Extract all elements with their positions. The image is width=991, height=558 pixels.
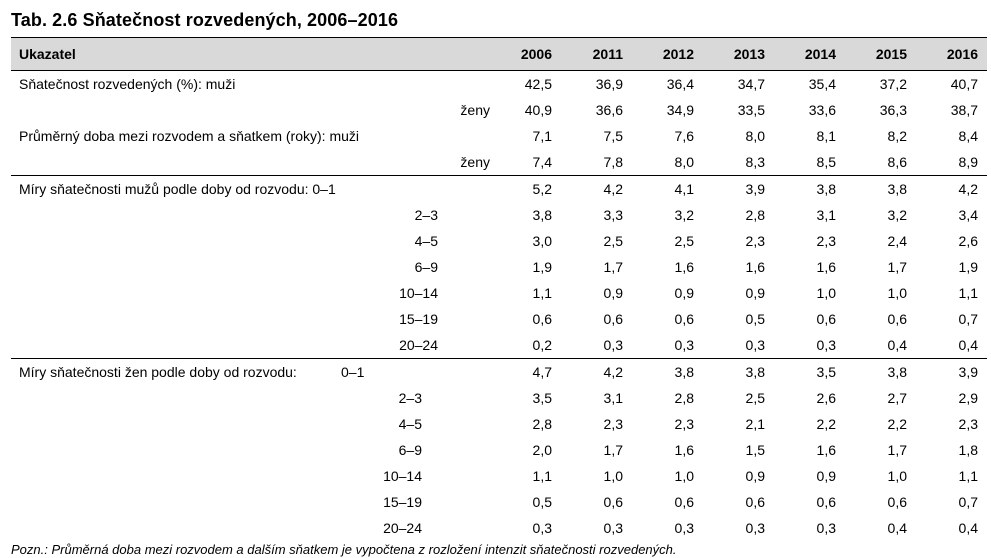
value-cell: 2,2 (816, 416, 836, 432)
value-cell: 2,4 (887, 233, 907, 249)
value-cell: 1,0 (674, 468, 694, 484)
value-cell: 3,4 (958, 207, 978, 223)
value-cell: 0,3 (603, 337, 623, 353)
value-cell: 2,2 (887, 416, 907, 432)
value-cell: 1,6 (816, 259, 836, 275)
value-cell: 36,3 (879, 102, 907, 118)
value-cell: 34,7 (703, 71, 774, 98)
row-sublabel: 0–1 (341, 364, 365, 380)
value-cell: 0,3 (603, 520, 623, 536)
table-row (11, 254, 987, 280)
value-cell: 4,2 (561, 359, 632, 386)
row-label-cell (11, 385, 490, 411)
value-cell: 1,0 (887, 285, 907, 301)
value-cell: 1,6 (674, 442, 694, 458)
value-cell: 7,8 (603, 154, 623, 170)
row-sublabel: 15–19 (383, 494, 422, 510)
value-cell: 3,8 (845, 359, 916, 386)
year-header: 2013 (703, 38, 774, 71)
row-label-cell (11, 359, 490, 386)
value-cell: 3,1 (603, 390, 623, 406)
value-cell: 0,6 (674, 311, 694, 327)
value-cell: 0,9 (745, 285, 765, 301)
row-label: Míry sňatečnosti žen podle doby od rozvodu: (19, 364, 297, 380)
value-cell: 2,0 (532, 442, 552, 458)
value-cell: 3,8 (703, 359, 774, 386)
value-cell: 8,0 (674, 154, 694, 170)
row-label-cell (11, 149, 490, 176)
value-cell: 7,1 (532, 128, 552, 144)
value-cell: 0,4 (887, 520, 907, 536)
value-cell: 0,3 (816, 520, 836, 536)
value-cell: 3,8 (632, 359, 703, 386)
table-row (11, 176, 987, 203)
row-label-cell (11, 254, 490, 280)
value-cell: 38,7 (950, 102, 978, 118)
value-cell: 0,6 (816, 311, 836, 327)
value-cell: 0,6 (816, 494, 836, 510)
header-row (11, 38, 987, 71)
value-cell: 2,8 (532, 416, 552, 432)
value-cell: 1,7 (603, 442, 623, 458)
value-cell: 0,3 (674, 520, 694, 536)
value-cell: 40,7 (916, 71, 987, 98)
row-sublabel: ženy (460, 102, 490, 118)
value-cell: 8,6 (887, 154, 907, 170)
value-cell: 3,5 (532, 390, 552, 406)
row-sublabel: 20–24 (383, 520, 422, 536)
row-label-cell (11, 489, 490, 515)
row-sublabel: 2–3 (398, 390, 422, 406)
value-cell: 1,0 (816, 285, 836, 301)
row-label: Průměrný doba mezi rozvodem a sňatkem (roky): muži (19, 128, 359, 144)
value-cell: 4,7 (490, 359, 561, 386)
value-cell: 7,5 (603, 128, 623, 144)
row-label-cell (11, 176, 490, 203)
row-label: Sňatečnost rozvedených (%): muži (19, 76, 236, 92)
table-row (11, 385, 987, 411)
indicator-header: Ukazatel (11, 38, 490, 71)
table-row (11, 123, 987, 149)
value-cell: 8,2 (887, 128, 907, 144)
table-row (11, 306, 987, 332)
value-cell: 2,3 (674, 416, 694, 432)
value-cell: 0,9 (674, 285, 694, 301)
value-cell: 2,8 (745, 207, 765, 223)
row-label-cell (11, 97, 490, 123)
value-cell: 1,6 (745, 259, 765, 275)
value-cell: 0,7 (958, 311, 978, 327)
value-cell: 1,6 (816, 442, 836, 458)
value-cell: 1,9 (958, 259, 978, 275)
value-cell: 8,4 (958, 128, 978, 144)
value-cell: 1,7 (887, 259, 907, 275)
value-cell: 0,6 (532, 311, 552, 327)
year-header: 2015 (845, 38, 916, 71)
row-label-cell (11, 411, 490, 437)
value-cell: 0,6 (887, 494, 907, 510)
row-sublabel: 6–9 (414, 259, 438, 275)
row-sublabel: ženy (460, 154, 490, 170)
row-label-cell (11, 437, 490, 463)
row-sublabel: 4–5 (398, 416, 422, 432)
value-cell: 7,4 (532, 154, 552, 170)
value-cell: 37,2 (845, 71, 916, 98)
row-label-cell (11, 280, 490, 306)
value-cell: 3,2 (674, 207, 694, 223)
marriage-table (11, 37, 987, 541)
table-row (11, 359, 987, 386)
value-cell: 2,5 (745, 390, 765, 406)
value-cell: 2,6 (958, 233, 978, 249)
value-cell: 2,3 (816, 233, 836, 249)
table-row (11, 437, 987, 463)
value-cell: 2,9 (958, 390, 978, 406)
value-cell: 1,7 (887, 442, 907, 458)
year-header: 2006 (490, 38, 561, 71)
value-cell: 40,9 (524, 102, 552, 118)
value-cell: 33,5 (737, 102, 765, 118)
value-cell: 1,1 (532, 468, 552, 484)
value-cell: 2,3 (958, 416, 978, 432)
value-cell: 2,7 (887, 390, 907, 406)
value-cell: 0,3 (745, 520, 765, 536)
year-header: 2012 (632, 38, 703, 71)
value-cell: 1,1 (532, 285, 552, 301)
value-cell: 1,9 (532, 259, 552, 275)
value-cell: 0,9 (745, 468, 765, 484)
value-cell: 0,3 (674, 337, 694, 353)
value-cell: 0,6 (887, 311, 907, 327)
value-cell: 2,5 (603, 233, 623, 249)
value-cell: 36,9 (561, 71, 632, 98)
table-row (11, 515, 987, 541)
row-sublabel: 2–3 (414, 207, 438, 223)
value-cell: 0,6 (745, 494, 765, 510)
table-body (11, 71, 987, 542)
value-cell: 2,5 (674, 233, 694, 249)
value-cell: 1,7 (603, 259, 623, 275)
footnote: Pozn.: Průměrná doba mezi rozvodem a dalším sňatkem je vypočtena z rozložení intenzit sňatečnosti rozvedených. (11, 542, 677, 557)
value-cell: 0,9 (603, 285, 623, 301)
row-label-cell (11, 202, 490, 228)
value-cell: 4,2 (561, 176, 632, 203)
table-row (11, 489, 987, 515)
table-row (11, 202, 987, 228)
value-cell: 36,6 (595, 102, 623, 118)
value-cell: 0,9 (816, 468, 836, 484)
table-row (11, 332, 987, 359)
value-cell: 0,4 (887, 337, 907, 353)
value-cell: 4,1 (632, 176, 703, 203)
value-cell: 1,6 (674, 259, 694, 275)
row-sublabel: 10–14 (399, 285, 438, 301)
value-cell: 3,8 (845, 176, 916, 203)
value-cell: 4,2 (916, 176, 987, 203)
row-label-cell (11, 332, 490, 359)
value-cell: 8,9 (958, 154, 978, 170)
value-cell: 1,0 (887, 468, 907, 484)
year-header: 2011 (561, 38, 632, 71)
row-label-cell (11, 71, 490, 98)
value-cell: 35,4 (774, 71, 845, 98)
value-cell: 3,2 (887, 207, 907, 223)
value-cell: 3,9 (703, 176, 774, 203)
row-sublabel: 4–5 (414, 233, 438, 249)
value-cell: 8,3 (745, 154, 765, 170)
value-cell: 0,3 (532, 520, 552, 536)
value-cell: 0,6 (674, 494, 694, 510)
value-cell: 1,1 (958, 468, 978, 484)
value-cell: 0,4 (958, 520, 978, 536)
row-label-cell (11, 463, 490, 489)
table-row (11, 228, 987, 254)
year-header: 2016 (916, 38, 987, 71)
value-cell: 36,4 (632, 71, 703, 98)
row-sublabel: 20–24 (399, 337, 438, 353)
value-cell: 2,6 (816, 390, 836, 406)
value-cell: 1,1 (958, 285, 978, 301)
row-label-cell (11, 515, 490, 541)
value-cell: 0,6 (603, 494, 623, 510)
value-cell: 8,5 (816, 154, 836, 170)
value-cell: 0,6 (603, 311, 623, 327)
value-cell: 3,5 (774, 359, 845, 386)
table-row (11, 71, 987, 98)
value-cell: 3,1 (816, 207, 836, 223)
value-cell: 7,6 (674, 128, 694, 144)
value-cell: 33,6 (808, 102, 836, 118)
value-cell: 0,5 (745, 311, 765, 327)
value-cell: 2,8 (674, 390, 694, 406)
value-cell: 0,2 (532, 337, 552, 353)
row-label-cell (11, 306, 490, 332)
value-cell: 42,5 (490, 71, 561, 98)
row-sublabel: 10–14 (383, 468, 422, 484)
value-cell: 3,8 (774, 176, 845, 203)
value-cell: 3,9 (916, 359, 987, 386)
value-cell: 5,2 (490, 176, 561, 203)
value-cell: 0,3 (816, 337, 836, 353)
value-cell: 0,4 (958, 337, 978, 353)
value-cell: 2,3 (745, 233, 765, 249)
row-label: Míry sňatečnosti mužů podle doby od rozvodu: 0–1 (19, 181, 336, 197)
value-cell: 0,3 (745, 337, 765, 353)
row-label-cell (11, 228, 490, 254)
table-row (11, 97, 987, 123)
value-cell: 34,9 (666, 102, 694, 118)
table-row (11, 280, 987, 306)
row-sublabel: 6–9 (398, 442, 422, 458)
table-row (11, 149, 987, 176)
value-cell: 0,7 (958, 494, 978, 510)
value-cell: 1,5 (745, 442, 765, 458)
value-cell: 2,3 (603, 416, 623, 432)
value-cell: 2,1 (745, 416, 765, 432)
table-row (11, 463, 987, 489)
table-row (11, 411, 987, 437)
table-title: Tab. 2.6 Sňatečnost rozvedených, 2006–2016 (11, 10, 399, 30)
value-cell: 3,3 (603, 207, 623, 223)
value-cell: 1,8 (958, 442, 978, 458)
value-cell: 3,0 (532, 233, 552, 249)
value-cell: 3,8 (532, 207, 552, 223)
value-cell: 1,0 (603, 468, 623, 484)
row-sublabel: 15–19 (399, 311, 438, 327)
row-label-cell (11, 123, 490, 149)
year-header: 2014 (774, 38, 845, 71)
value-cell: 0,5 (532, 494, 552, 510)
value-cell: 8,1 (816, 128, 836, 144)
value-cell: 8,0 (745, 128, 765, 144)
